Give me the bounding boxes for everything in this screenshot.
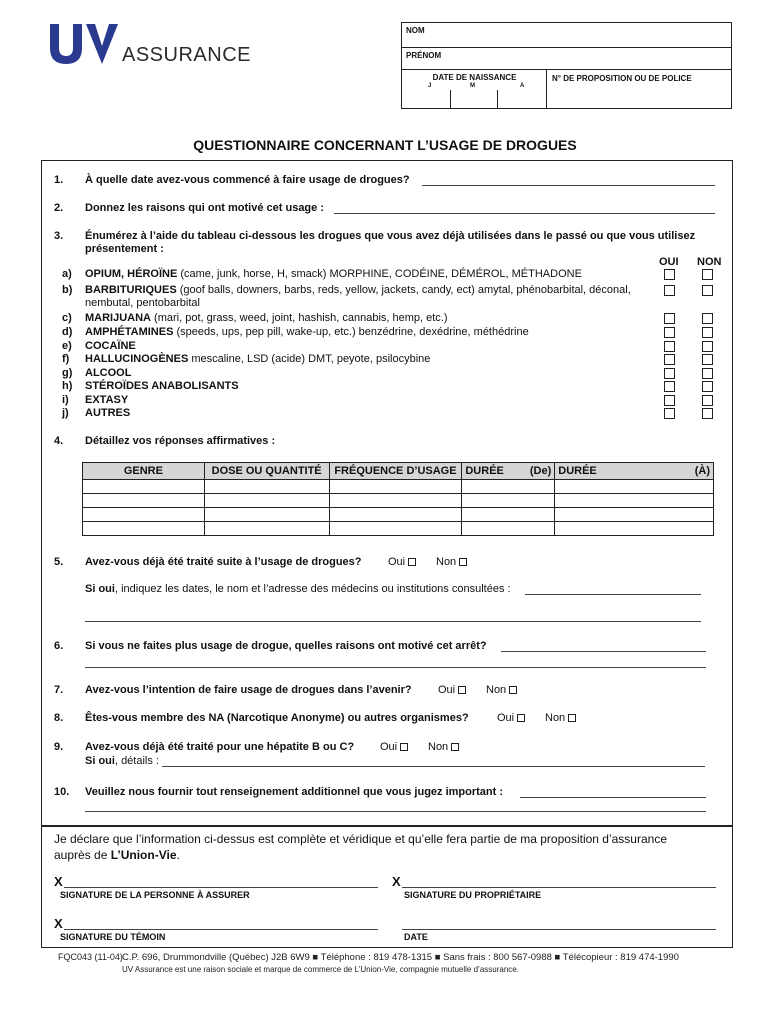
q3-text-line1: Énumérez à l’aide du tableau ci-dessous les drogues que vous avez déjà utilisées dans le passé ou que vous utilisez	[85, 230, 696, 242]
non-checkbox[interactable]	[702, 395, 713, 406]
q1-number: 1.	[54, 174, 64, 186]
table-cell[interactable]	[329, 508, 462, 522]
q9-si-oui	[85, 755, 159, 767]
signature-proprietaire-label: SIGNATURE DU PROPRIÉTAIRE	[404, 890, 542, 900]
table-cell[interactable]	[555, 522, 630, 536]
q9-non-checkbox[interactable]	[451, 743, 459, 751]
table-row	[83, 522, 714, 536]
drug-name: ALCOOL	[85, 367, 132, 379]
table-cell[interactable]	[630, 480, 714, 494]
drug-item-text	[85, 367, 131, 379]
drug-item-text	[85, 326, 529, 338]
logo-text: ASSURANCE	[122, 44, 251, 66]
drug-examples: (goof balls, downers, barbs, reds, yellow, jackets, candy, ect) amytal, phénobarbital, déconal,	[176, 284, 631, 296]
q10-answer-line-2[interactable]	[85, 811, 706, 812]
drug-details-table	[82, 462, 714, 536]
drug-item-text	[85, 407, 130, 419]
q7-text: Avez-vous l’intention de faire usage de drogues dans l’avenir?	[85, 684, 412, 696]
q3-number: 3.	[54, 230, 64, 242]
police-label[interactable]: N° DE PROPOSITION OU DE POLICE	[552, 74, 692, 83]
drug-name: COCAÏNE	[85, 340, 136, 352]
drug-letter: c)	[62, 312, 72, 324]
col-duree-de: DURÉE	[462, 463, 517, 480]
q7-non-label: Non	[486, 684, 507, 696]
q8-number: 8.	[54, 712, 64, 724]
nom-label: NOM	[406, 26, 425, 35]
date-label: DATE	[404, 932, 428, 942]
form-code: FQC043 (11-04)	[58, 952, 123, 962]
table-cell[interactable]	[204, 480, 329, 494]
q7-oui-option[interactable]	[438, 684, 466, 696]
non-checkbox[interactable]	[702, 368, 713, 379]
oui-checkbox[interactable]	[664, 285, 675, 296]
table-cell[interactable]	[462, 494, 517, 508]
q6-text: Si vous ne faites plus usage de drogue, quelles raisons ont motivé cet arrêt?	[85, 640, 487, 652]
table-cell[interactable]	[630, 522, 714, 536]
col-genre: GENRE	[83, 463, 205, 480]
nom-field[interactable]	[402, 23, 731, 48]
q9-details-line[interactable]	[162, 766, 705, 767]
col-dose: DOSE OU QUANTITÉ	[204, 463, 329, 480]
annee-label: A	[520, 83, 525, 89]
q1-text: À quelle date avez-vous commencé à faire usage de drogues?	[85, 174, 410, 186]
oui-checkbox[interactable]	[664, 368, 675, 379]
drug-letter: f)	[62, 353, 70, 365]
table-header-row	[83, 463, 714, 480]
non-checkbox[interactable]	[702, 313, 713, 324]
signature-x-proprietaire: X	[392, 874, 401, 889]
drug-letter: j)	[62, 407, 69, 419]
oui-checkbox[interactable]	[664, 354, 675, 365]
drug-examples: mescaline, LSD (acide) DMT, peyote, psilocybine	[188, 353, 431, 365]
table-cell[interactable]	[555, 508, 630, 522]
table-cell[interactable]	[555, 494, 630, 508]
jour-label: J	[428, 83, 432, 89]
non-checkbox[interactable]	[702, 341, 713, 352]
table-cell[interactable]	[204, 508, 329, 522]
oui-checkbox[interactable]	[664, 395, 675, 406]
q8-non-label: Non	[545, 712, 566, 724]
q5-si-oui	[85, 583, 511, 595]
q9-oui-checkbox[interactable]	[400, 743, 408, 751]
table-cell[interactable]	[329, 480, 462, 494]
oui-checkbox[interactable]	[664, 313, 675, 324]
mois-label: M	[470, 83, 475, 89]
date-naissance-label: DATE DE NAISSANCE	[432, 73, 517, 82]
table-cell[interactable]	[462, 480, 517, 494]
drug-item-text	[85, 394, 128, 406]
drug-letter: b)	[62, 284, 73, 296]
drug-letter: a)	[62, 268, 72, 280]
q4-number: 4.	[54, 435, 64, 447]
signature-assurer-label: SIGNATURE DE LA PERSONNE À ASSURER	[60, 890, 250, 900]
oui-header: OUI	[659, 256, 679, 268]
q8-non-checkbox[interactable]	[568, 714, 576, 722]
q6-answer-line-1[interactable]	[501, 651, 706, 652]
declaration-line1: Je déclare que l’information ci-dessus est complète et véridique et qu’elle fera partie de ma proposition d’assurance	[54, 832, 668, 846]
form-title: QUESTIONNAIRE CONCERNANT L’USAGE DE DROGUES	[193, 137, 577, 153]
q10-answer-line-1[interactable]	[520, 797, 706, 798]
q9-oui-label: Oui	[380, 741, 398, 753]
col-de: (De)	[517, 463, 555, 480]
table-cell[interactable]	[517, 480, 555, 494]
q2-answer-line[interactable]	[334, 213, 715, 214]
q2-number: 2.	[54, 202, 64, 214]
q2-text: Donnez les raisons qui ont motivé cet usage :	[85, 202, 324, 214]
drug-name: MARIJUANA	[85, 312, 151, 324]
drug-letter: d)	[62, 326, 73, 338]
signature-temoin-label: SIGNATURE DU TÉMOIN	[60, 932, 166, 942]
drug-letter: g)	[62, 367, 73, 379]
q5-oui-checkbox[interactable]	[408, 558, 416, 566]
drug-item-text	[85, 312, 448, 324]
drug-item-text	[85, 340, 136, 352]
col-duree-a: DURÉE	[555, 463, 630, 480]
q10-number: 10.	[54, 786, 70, 798]
drug-item-text	[85, 380, 239, 392]
table-cell[interactable]	[329, 522, 462, 536]
drug-examples: (came, junk, horse, H, smack) MORPHINE, CODÉINE, DÉMÉROL, MÉTHADONE	[177, 268, 582, 280]
non-checkbox[interactable]	[702, 327, 713, 338]
table-cell[interactable]	[83, 494, 205, 508]
date-line[interactable]	[402, 929, 716, 930]
col-a: (À)	[630, 463, 714, 480]
oui-checkbox[interactable]	[664, 341, 675, 352]
q9-text: Avez-vous déjà été traité pour une hépatite B ou C?	[85, 741, 355, 753]
table-cell[interactable]	[462, 522, 517, 536]
signature-assurer-line[interactable]	[64, 887, 378, 888]
drug-name: OPIUM, HÉROÏNE	[85, 268, 178, 280]
q7-non-option[interactable]	[486, 684, 517, 696]
q9-non-option[interactable]	[428, 741, 459, 753]
table-row	[83, 508, 714, 522]
q5-si-oui-text: , indiquez les dates, le nom et l’adresse des médecins ou institutions consultées :	[114, 583, 511, 595]
drug-name: AUTRES	[85, 407, 131, 419]
q5-oui-label: Oui	[388, 556, 406, 568]
non-checkbox[interactable]	[702, 408, 713, 419]
q10-text: Veuillez nous fournir tout renseignement additionnel que vous jugez important :	[85, 786, 504, 798]
table-cell[interactable]	[204, 494, 329, 508]
q5-details-line-2[interactable]	[85, 621, 701, 622]
prenom-field[interactable]	[402, 48, 731, 70]
drug-letter: e)	[62, 340, 72, 352]
table-cell[interactable]	[83, 508, 205, 522]
q7-oui-label: Oui	[438, 684, 456, 696]
non-header: NON	[697, 256, 722, 268]
table-cell[interactable]	[630, 494, 714, 508]
q8-oui-label: Oui	[497, 712, 515, 724]
col-frequence: FRÉQUENCE D’USAGE	[329, 463, 462, 480]
signature-x-assurer: X	[54, 874, 63, 889]
q9-non-label: Non	[428, 741, 449, 753]
signature-proprietaire-line[interactable]	[402, 887, 716, 888]
q5-non-checkbox[interactable]	[459, 558, 467, 566]
table-cell[interactable]	[462, 508, 517, 522]
q9-details-label: , détails :	[114, 755, 159, 767]
table-cell[interactable]	[204, 522, 329, 536]
company-name: L’Union-Vie	[110, 848, 177, 862]
q5-oui-option[interactable]	[388, 556, 416, 568]
oui-checkbox[interactable]	[664, 269, 675, 280]
q5-non-label: Non	[436, 556, 457, 568]
declaration-line2	[54, 848, 180, 862]
drug-name: STÉROÏDES ANABOLISANTS	[85, 380, 239, 392]
drug-name: BARBITURIQUES	[85, 284, 177, 296]
q4-text: Détaillez vos réponses affirmatives :	[85, 435, 276, 447]
drug-name: EXTASY	[85, 394, 129, 406]
drug-item-text	[85, 268, 582, 280]
table-cell[interactable]	[517, 522, 555, 536]
q5-number: 5.	[54, 556, 64, 568]
q3-text-line2: présentement :	[85, 243, 164, 255]
q5-details-line-1[interactable]	[525, 594, 701, 595]
q7-oui-checkbox[interactable]	[458, 686, 466, 694]
q9-oui-option[interactable]	[380, 741, 408, 753]
prenom-label: PRÉNOM	[406, 51, 442, 60]
signature-x-temoin: X	[54, 916, 63, 931]
footer-address: C.P. 696, Drummondville (Québec) J2B 6W9 ■ Téléphone : 819 478-1315 ■ Sans frais : 800 567-0988 ■ Télécopieur : 819 474-1990	[122, 952, 679, 963]
table-cell[interactable]	[517, 494, 555, 508]
table-cell[interactable]	[517, 508, 555, 522]
table-row	[83, 494, 714, 508]
drug-item-text	[85, 353, 430, 365]
table-cell[interactable]	[630, 508, 714, 522]
q8-oui-checkbox[interactable]	[517, 714, 525, 722]
drug-name: AMPHÉTAMINES	[85, 326, 174, 338]
q5-text: Avez-vous déjà été traité suite à l’usage de drogues?	[85, 556, 362, 568]
oui-checkbox[interactable]	[664, 408, 675, 419]
drug-examples: (mari, pot, grass, weed, joint, hashish, cannabis, hemp, etc.)	[151, 312, 448, 324]
non-checkbox[interactable]	[702, 285, 713, 296]
q8-text: Êtes-vous membre des NA (Narcotique Anonyme) ou autres organismes?	[85, 712, 469, 724]
signature-temoin-line[interactable]	[64, 929, 378, 930]
q9-si-oui-bold: Si oui	[85, 755, 115, 767]
q7-non-checkbox[interactable]	[509, 686, 517, 694]
table-cell[interactable]	[83, 522, 205, 536]
q9-number: 9.	[54, 741, 64, 753]
drug-examples-cont: nembutal, pentobarbital	[85, 297, 200, 309]
table-row	[83, 480, 714, 494]
q8-non-option[interactable]	[545, 712, 576, 724]
declaration-line2-suffix: .	[176, 848, 180, 862]
q6-answer-line-2[interactable]	[85, 667, 706, 668]
q7-number: 7.	[54, 684, 64, 696]
q8-oui-option[interactable]	[497, 712, 525, 724]
non-checkbox[interactable]	[702, 381, 713, 392]
footer-note: UV Assurance est une raison sociale et marque de commerce de L’Union-Vie, compagnie mutuelle d’assurance.	[122, 965, 519, 974]
drug-letter: h)	[62, 380, 73, 392]
oui-checkbox[interactable]	[664, 327, 675, 338]
date-naissance-field[interactable]	[402, 70, 547, 109]
drug-item-text	[85, 284, 631, 296]
table-cell[interactable]	[555, 480, 630, 494]
uv-logo	[48, 22, 120, 66]
drug-examples: (speeds, ups, pep pill, wake-up, etc.) benzédrine, dexédrine, méthédrine	[173, 326, 529, 338]
oui-checkbox[interactable]	[664, 381, 675, 392]
drug-letter: i)	[62, 394, 69, 406]
table-cell[interactable]	[329, 494, 462, 508]
non-checkbox[interactable]	[702, 354, 713, 365]
q1-answer-line[interactable]	[422, 185, 715, 186]
q5-non-option[interactable]	[436, 556, 467, 568]
q5-si-oui-bold: Si oui	[85, 583, 115, 595]
declaration-line2-prefix: auprès de	[54, 848, 111, 862]
non-checkbox[interactable]	[702, 269, 713, 280]
identity-box	[401, 22, 732, 109]
table-cell[interactable]	[83, 480, 205, 494]
drug-name: HALLUCINOGÈNES	[85, 353, 189, 365]
q6-number: 6.	[54, 640, 64, 652]
